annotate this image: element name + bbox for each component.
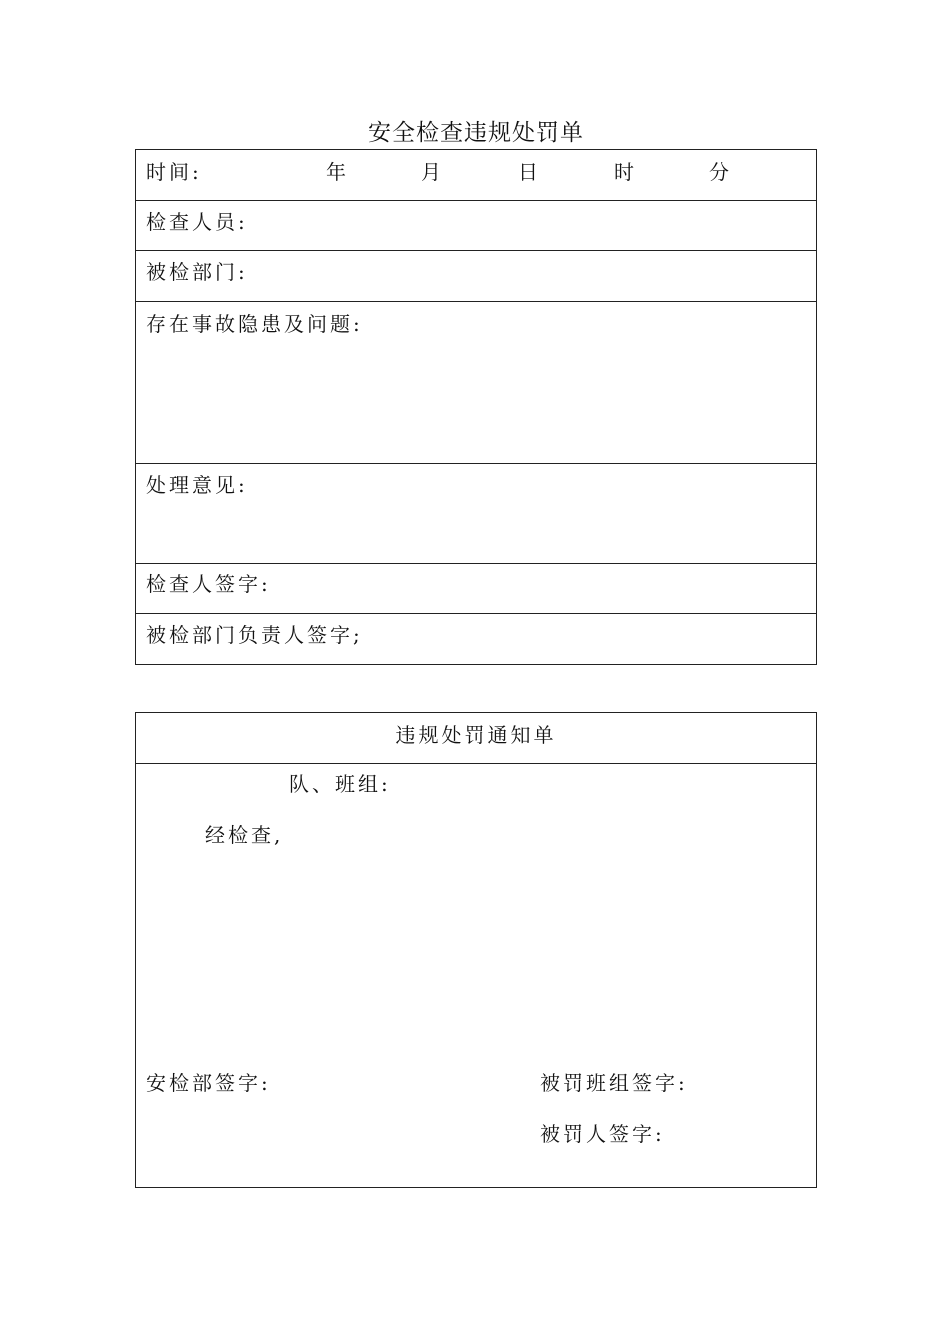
after-inspection-text: 经检查, [205, 823, 284, 847]
inspector-signature-row [136, 564, 816, 614]
inspected-dept-row [136, 251, 816, 302]
inspection-form [135, 149, 817, 665]
notice-title: 违规处罚通知单 [136, 713, 816, 764]
month-unit: 月 [421, 160, 441, 184]
handling-opinion-row [136, 464, 816, 564]
inspected-dept-label: 被检部门: [146, 260, 248, 284]
team-label: 队、班组: [289, 772, 391, 796]
inspector-row [136, 201, 816, 251]
penalized-team-signature-label: 被罚班组签字: [540, 1071, 688, 1095]
year-unit: 年 [326, 160, 346, 184]
handling-opinion-label: 处理意见: [146, 473, 248, 497]
time-row [136, 150, 816, 201]
inspector-signature-label: 检查人签字: [146, 572, 271, 596]
hazards-row [136, 302, 816, 464]
document-title: 安全检查违规处罚单 [368, 120, 584, 146]
hazards-label: 存在事故隐患及问题: [146, 312, 363, 336]
violation-notice [135, 712, 817, 1188]
hour-unit: 时 [614, 160, 634, 184]
day-unit: 日 [518, 160, 538, 184]
minute-unit: 分 [709, 160, 729, 184]
dept-head-signature-row [136, 614, 816, 664]
penalized-person-signature-label: 被罚人签字: [540, 1122, 665, 1146]
safety-dept-signature-label: 安检部签字: [146, 1071, 271, 1095]
inspector-label: 检查人员: [146, 210, 248, 234]
dept-head-signature-label: 被检部门负责人签字; [146, 623, 363, 647]
time-label: 时间: [146, 160, 202, 184]
notice-body [136, 764, 816, 1187]
